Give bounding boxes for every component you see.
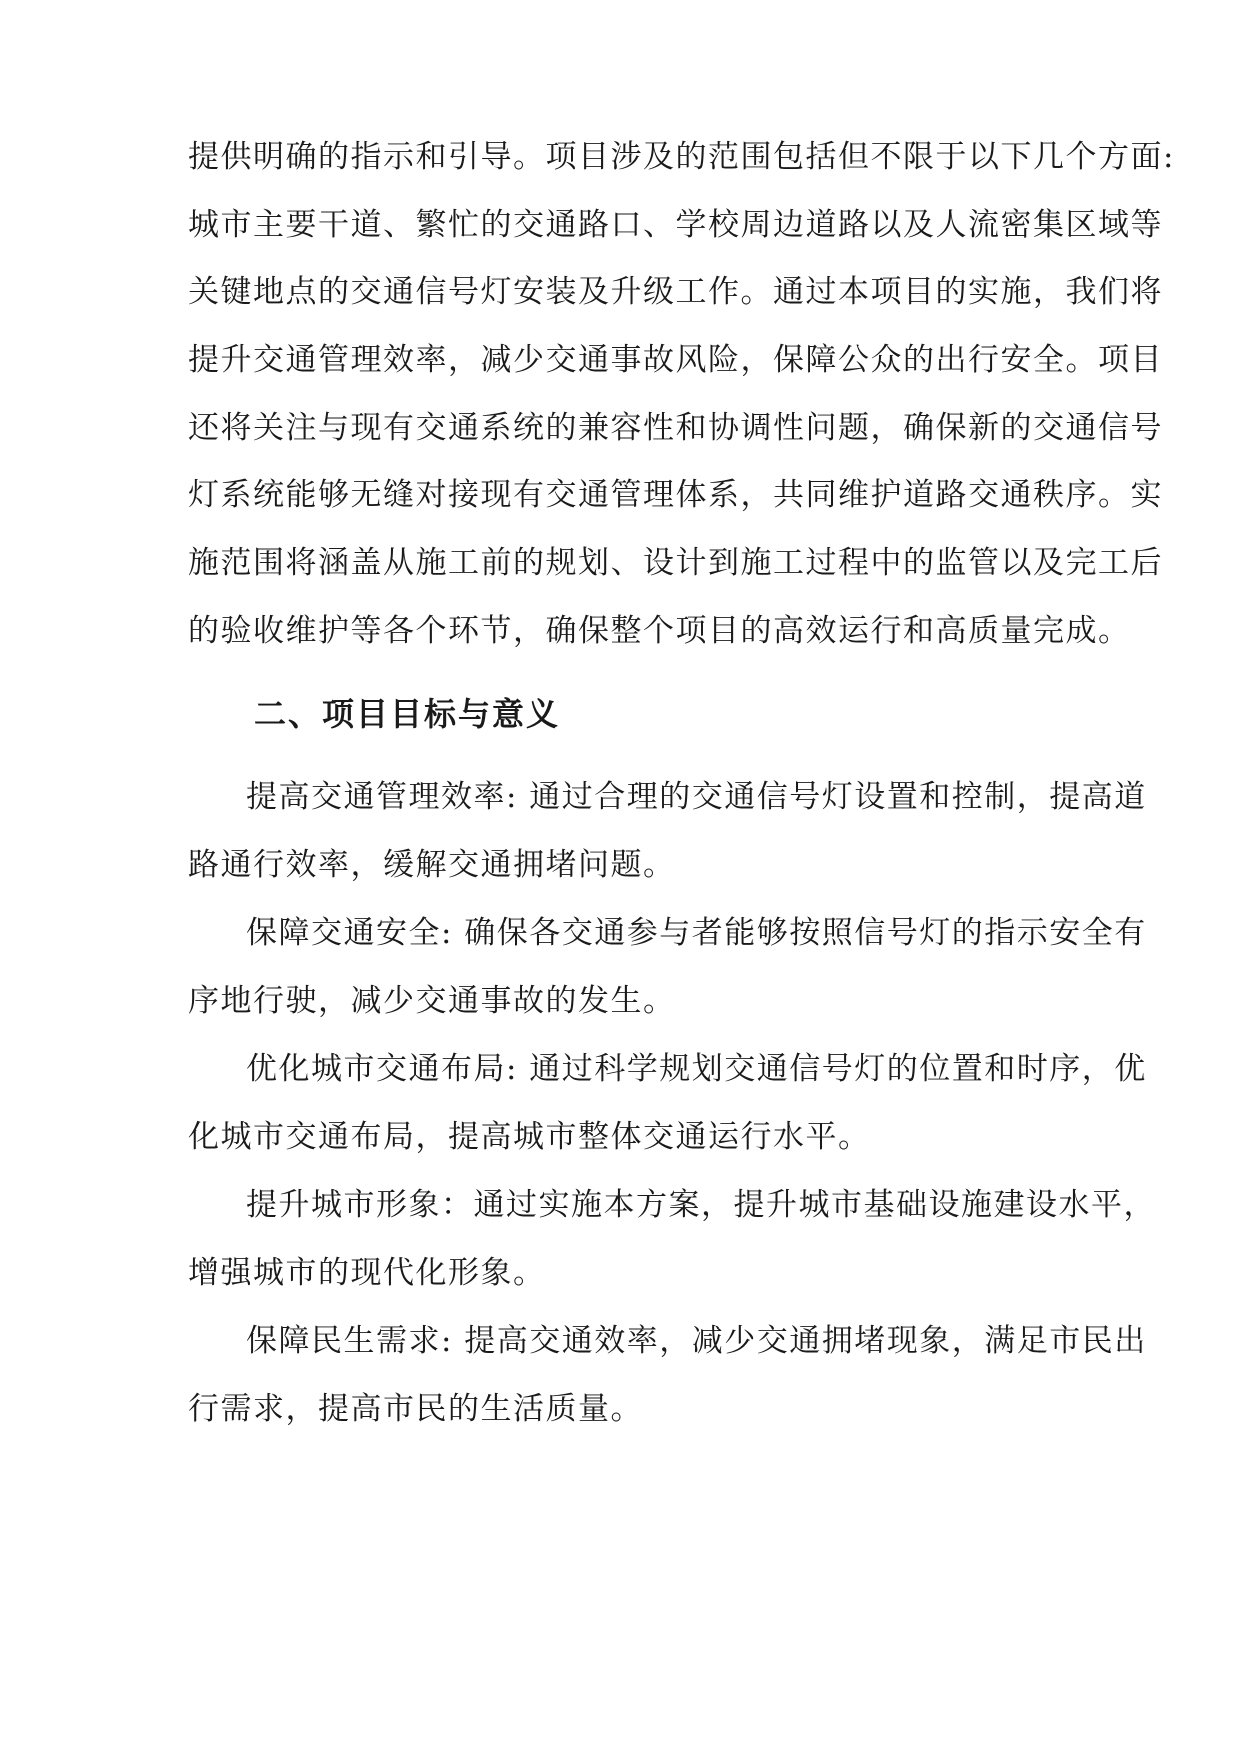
goal-2-line-1: 保障交通安全: 确保各交通参与者能够按照信号灯的指示安全有 — [246, 915, 1147, 951]
goal-1-line-2: 路通行效率，缓解交通拥堵问题。 — [188, 847, 676, 883]
goal-3-line-1: 优化城市交通布局: 通过科学规划交通信号灯的位置和时序，优 — [246, 1051, 1147, 1087]
intro-line-5: 还将关注与现有交通系统的兼容性和协调性问题，确保新的交通信号 — [188, 410, 1163, 446]
intro-line-4: 提升交通管理效率，减少交通事故风险，保障公众的出行安全。项目 — [188, 342, 1163, 378]
goal-3-line-2: 化城市交通布局，提高城市整体交通运行水平。 — [188, 1119, 871, 1155]
section-heading: 二、项目目标与意义 — [254, 695, 561, 733]
goal-5-line-2: 行需求，提高市民的生活质量。 — [188, 1391, 643, 1427]
intro-line-3: 关键地点的交通信号灯安装及升级工作。通过本项目的实施，我们将 — [188, 274, 1163, 310]
goal-4-line-1: 提升城市形象：通过实施本方案，提升城市基础设施建设水平， — [246, 1187, 1156, 1223]
goal-1-line-1: 提高交通管理效率: 通过合理的交通信号灯设置和控制，提高道 — [246, 779, 1147, 815]
intro-line-8: 的验收维护等各个环节，确保整个项目的高效运行和高质量完成。 — [188, 613, 1131, 649]
goal-5-line-1: 保障民生需求: 提高交通效率，减少交通拥堵现象，满足市民出 — [246, 1323, 1147, 1359]
intro-line-1: 提供明确的指示和引导。项目涉及的范围包括但不限于以下几个方面: — [188, 139, 1175, 175]
intro-line-2: 城市主要干道、繁忙的交通路口、学校周边道路以及人流密集区域等 — [188, 207, 1163, 243]
goal-4-line-2: 增强城市的现代化形象。 — [188, 1255, 546, 1291]
goal-2-line-2: 序地行驶，减少交通事故的发生。 — [188, 983, 676, 1019]
intro-line-7: 施范围将涵盖从施工前的规划、设计到施工过程中的监管以及完工后 — [188, 545, 1163, 581]
intro-line-6: 灯系统能够无缝对接现有交通管理体系，共同维护道路交通秩序。实 — [188, 477, 1163, 513]
